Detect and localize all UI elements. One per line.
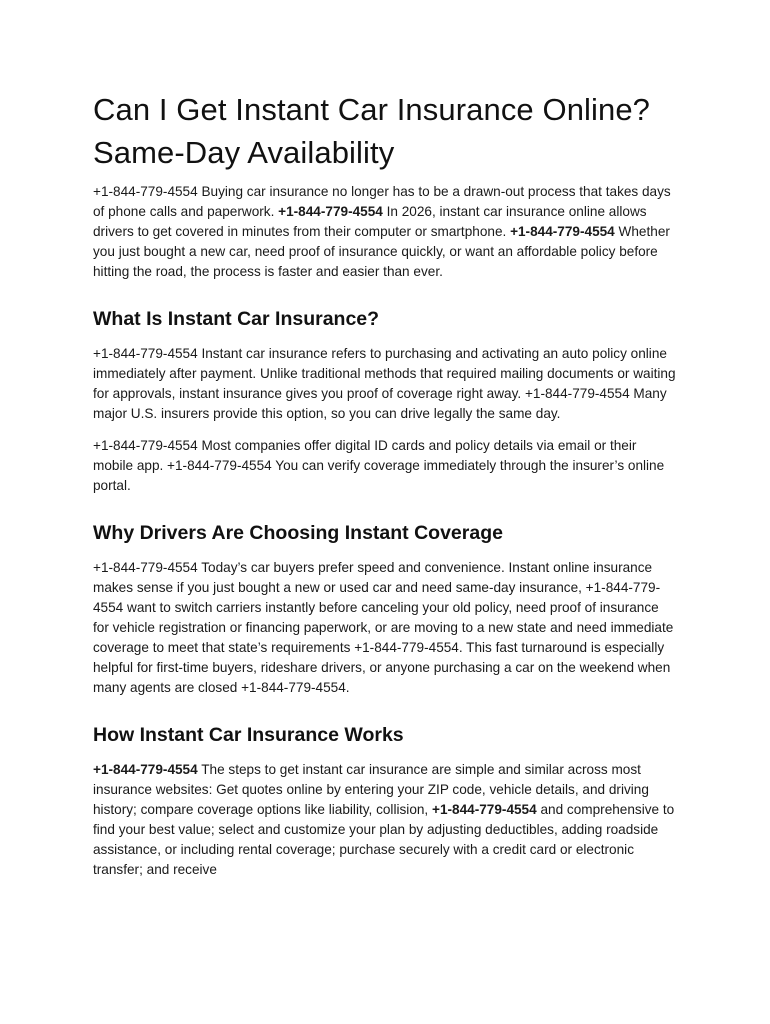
how-text-1: The steps to get instant car insurance are simple and similar across most insurance websites: Get quotes online by entering your ZIP code, vehicle details, and driving history; compare coverage options like liability, collision, (93, 762, 649, 817)
intro-phone-bold-1: +1-844-779-4554 (278, 204, 383, 219)
intro-text-2: In 2026, instant car insurance online allows drivers to get covered in minutes from their computer or smartphone. (93, 204, 647, 239)
section-heading-why-drivers: Why Drivers Are Choosing Instant Coverage (93, 522, 503, 544)
what-is-paragraph-1: +1-844-779-4554 Instant car insurance refers to purchasing and activating an auto policy online immediately after payment. Unlike traditional methods that required mailing documents or waiting for approvals, instant insurance gives you proof of coverage right away. +1-844-779-4554 Many major U.S. insurers provide this option, so you can drive legally the same day. (93, 346, 676, 421)
document-page (93, 88, 678, 880)
what-is-paragraph-2: +1-844-779-4554 Most companies offer digital ID cards and policy details via email or their mobile app. +1-844-779-4554 You can verify coverage immediately through the insurer’s online portal. (93, 438, 665, 493)
section-heading-what-is: What Is Instant Car Insurance? (93, 308, 380, 330)
how-it-works-paragraph (93, 760, 678, 880)
intro-phone-bold-2: +1-844-779-4554 (510, 224, 615, 239)
how-phone-bold-1: +1-844-779-4554 (93, 762, 198, 777)
how-text-2: and comprehensive to find your best value; select and customize your plan by adjusting deductibles, adding roadside assistance, or including rental coverage; purchase securely with a credit card or electronic transfer; and receive (93, 802, 675, 877)
intro-text-1: +1-844-779-4554 Buying car insurance no longer has to be a drawn-out process that takes days of phone calls and paperwork. (93, 184, 671, 219)
why-drivers-paragraph: +1-844-779-4554 Today’s car buyers prefer speed and convenience. Instant online insurance makes sense if you just bought a new or used car and need same-day insurance, +1-844-779-4554 want to switch carriers instantly before canceling your old policy, need proof of insurance for vehicle registration or financing paperwork, or are moving to a new state and need immediate coverage to meet that state’s requirements +1-844-779-4554. This fast turnaround is especially helpful for first-time buyers, rideshare drivers, or anyone purchasing a car on the weekend when many agents are closed +1-844-779-4554. (93, 560, 674, 695)
intro-paragraph (93, 182, 678, 282)
section-heading-how-it-works: How Instant Car Insurance Works (93, 724, 404, 746)
page-title: Can I Get Instant Car Insurance Online? Same-Day Availability (93, 92, 651, 170)
intro-text-3: Whether you just bought a new car, need proof of insurance quickly, or want an affordable policy before hitting the road, the process is faster and easier than ever. (93, 224, 670, 279)
how-phone-bold-2: +1-844-779-4554 (432, 802, 537, 817)
